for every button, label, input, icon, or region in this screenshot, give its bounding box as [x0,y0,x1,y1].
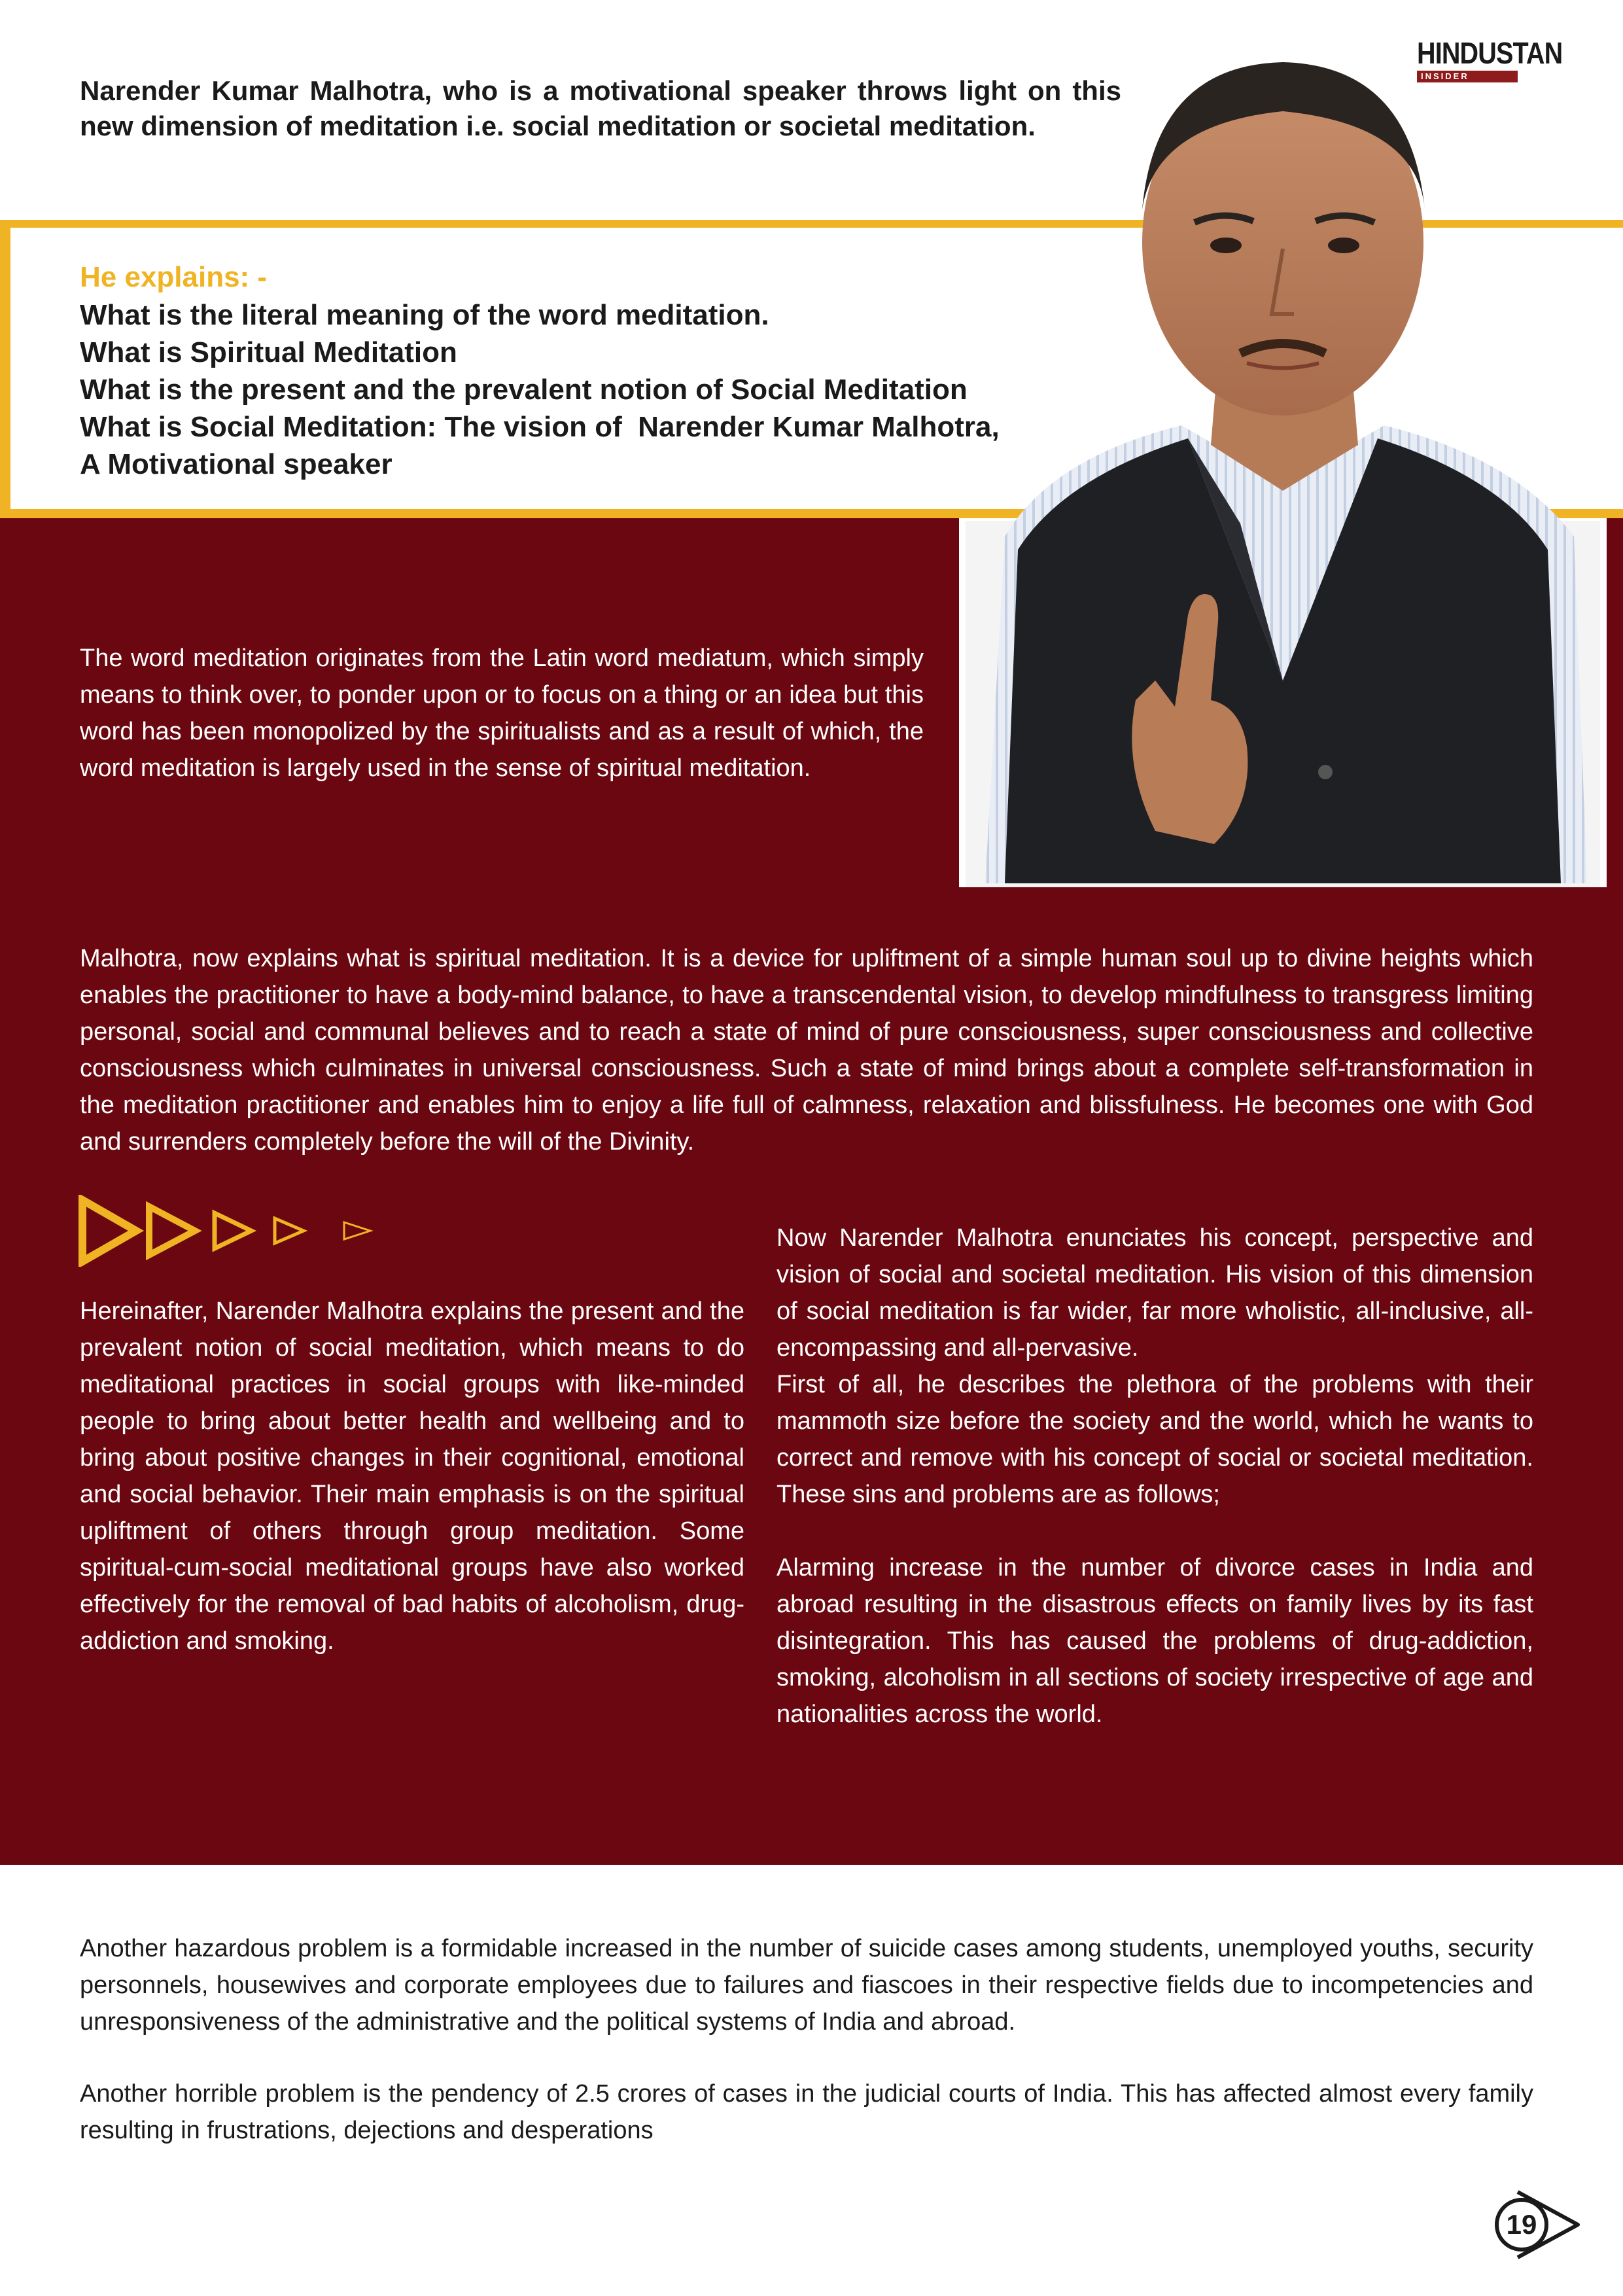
page-number-badge [1492,2185,1583,2264]
paragraph-word-origin: The word meditation originates from the Latin word mediatum, which simply means to think over, to ponder upon or to focus on a thing or an idea but this word has been monopolized by the spiritualists and as a result of which, the word meditation is largely used in the sense of spiritual meditation. [80,645,924,782]
paragraph-spiritual-meditation: Malhotra, now explains what is spiritual meditation. It is a device for upliftment of a simple human soul up to divine heights which enables the practitioner to have a body-mind balance, to have a transcendental vision, to develop mindfulness to transgress limiting personal, social and communal believes and to reach a state of mind of pure consciousness, super consciousness and collective consciousness which culminates in universal consciousness. Such a state of mind brings about a complete self-transformation in the meditation practitioner and enables him to enjoy a life full of calmness, relaxation and blissfulness. He becomes one with God and surrenders completely before the will of the Divinity. [80,945,1533,1156]
explains-list [80,296,1100,483]
explains-item: What is Spiritual Meditation [80,336,457,368]
column-social-vision [777,1220,1533,1733]
explains-box-left-edge [0,220,10,518]
explains-item: A Motivational speaker [80,448,393,480]
explains-item: What is Social Meditation: The vision of Narender Kumar Malhotra, [80,411,1000,443]
paragraph-prevalent-notion: Hereinafter, Narender Malhotra explains the present and the prevalent notion of social meditation, which means to do meditational practices in social groups with like-minded people to bring about better health and wellbeing and to bring about positive changes in their cognitional, emotional and social behavior. Their main emphasis is on the spiritual upliftment of others through group meditation. Some spiritual-cum-social meditational groups have also worked effectively for the removal of bad habits of alcoholism, drug-addiction and smoking. [80,1298,744,1655]
paragraph-problems-intro: First of all, he describes the plethora of the problems with their mammoth size before the society and the world, which he wants to correct and remove with his concept of social or societal meditation. These sins and problems are as follows; [777,1371,1533,1508]
explains-item: What is the literal meaning of the word meditation. [80,299,769,331]
paragraph-vision: Now Narender Malhotra enunciates his concept, perspective and vision of social and societal meditation. His vision of this dimension of social meditation is far wider, far more wholistic, all-inclusive, all-encompassing and all-pervasive. [777,1224,1533,1362]
logo-sub: INSIDER [1417,71,1518,82]
explains-item: What is the present and the prevalent notion of Social Meditation [80,374,968,406]
paragraph-court-pendency: Another horrible problem is the pendency of 2.5 crores of cases in the judicial courts of India. This has affected almost every family resulting in frustrations, dejections and desperations [80,2080,1533,2144]
paragraph-suicide-cases: Another hazardous problem is a formidable increased in the number of suicide cases among students, unemployed youths, security personnels, housewives and corporate employees due to failures and fiascoes in their respective fields due to incompetencies and unresponsiveness of the administrative and the political systems of India and abroad. [80,1935,1533,2036]
page-number: 19 [1506,2209,1537,2240]
paragraph-divorce-cases: Alarming increase in the number of divorce cases in India and abroad resulting in the disastrous effects on family lives by its fast disintegration. This has caused the problems of drug-addiction, smoking, alcoholism in all sections of society irrespective of age and nationalities across the world. [777,1554,1533,1728]
triangle-arrows-icon [77,1195,391,1267]
logo-name: HINDUSTAN [1417,36,1563,70]
speaker-portrait [959,26,1607,887]
explains-lead: He explains: - [80,261,268,293]
intro-paragraph: Narender Kumar Malhotra, who is a motivational speaker throws light on this new dimension of meditation i.e. social meditation or societal meditation. [80,75,1121,141]
